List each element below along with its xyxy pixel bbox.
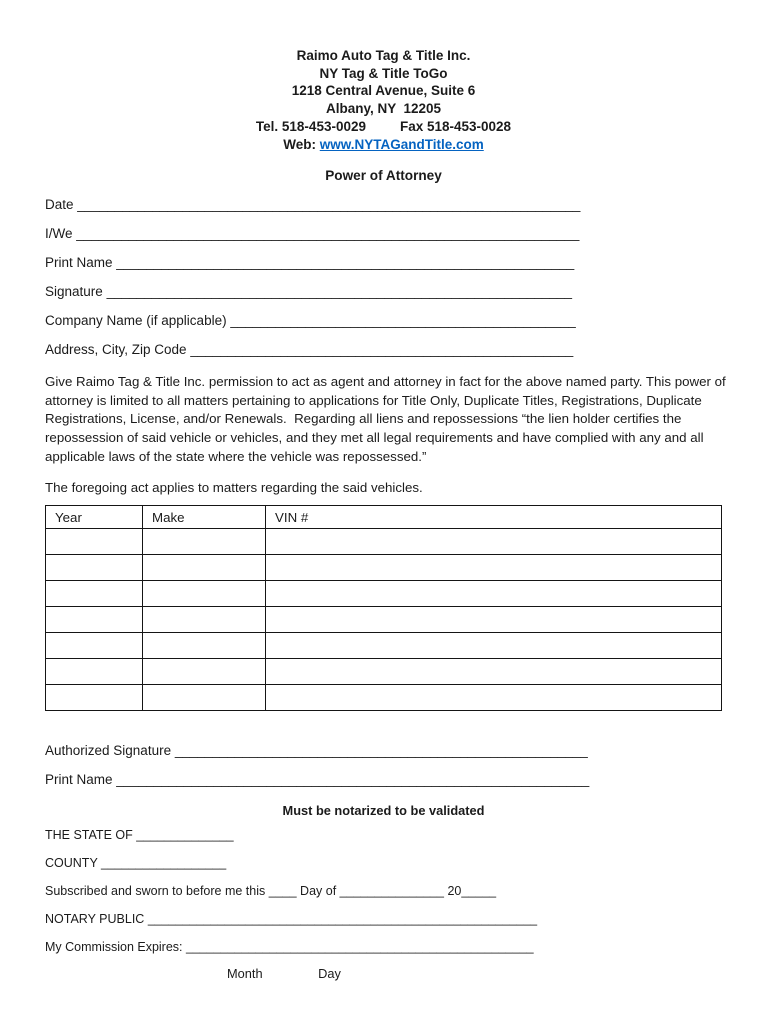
sworn-text: Subscribed and sworn to before me this: [45, 884, 266, 899]
notary-public-label: NOTARY PUBLIC: [45, 912, 145, 927]
vehicle-table-cell[interactable]: [46, 529, 143, 555]
company-name-label: Company Name (if applicable): [45, 313, 227, 329]
commission-expires-blank-line[interactable]: __________________________________________________: [186, 940, 534, 955]
print-name-field: [45, 248, 722, 277]
notary-section: [45, 821, 722, 981]
company-name: Raimo Auto Tag & Title Inc.: [296, 48, 471, 63]
sworn-month-blank[interactable]: _______________: [339, 884, 444, 899]
day-caption: Day: [318, 966, 341, 982]
county-label: COUNTY: [45, 856, 98, 871]
address-label: Address, City, Zip Code: [45, 342, 187, 358]
county-field: [45, 849, 722, 877]
iwe-field: [45, 219, 722, 248]
state-of-field: [45, 821, 722, 849]
notarize-notice: Must be notarized to be validated: [282, 803, 485, 819]
sworn-day-of-text: Day of: [300, 884, 337, 899]
letterhead: [45, 47, 722, 153]
website-link[interactable]: www.NYTAGandTitle.com: [319, 136, 484, 152]
address-blank-line[interactable]: ___________________________________________________: [190, 342, 574, 358]
web-line: [45, 136, 722, 154]
vehicle-table-cell[interactable]: [46, 659, 143, 685]
vehicle-table-cell[interactable]: [46, 581, 143, 607]
vehicle-table-row: [46, 607, 722, 633]
vehicle-table-cell[interactable]: [143, 633, 266, 659]
permission-paragraph: Give Raimo Tag & Title Inc. permission to act as agent and attorney in fact for the above named party. This power of attorney is limited to all matters pertaining to applications for Title Only, Duplicate Titles, Registrations, Duplicate Registrations, License, and/or Renewals. Regarding all liens and repossessions “the lien holder certifies the repossession of said vehicle or vehicles, and they met all legal requirements and have complied with any and all applicable laws of the state where the vehicle was repossessed.”: [45, 374, 730, 464]
commission-expires-field: [45, 933, 722, 961]
vehicle-table-body: [46, 529, 722, 711]
iwe-blank-line[interactable]: ___________________________________________________________________: [76, 226, 580, 242]
iwe-label: I/We: [45, 226, 73, 242]
month-day-caption-row: [45, 966, 722, 981]
authorized-signature-label: Authorized Signature: [45, 743, 172, 759]
sworn-statement-line: [45, 877, 722, 905]
city-state-zip: Albany, NY 12205: [325, 101, 442, 117]
vehicle-table-cell[interactable]: [266, 685, 722, 711]
vehicle-table-row: [46, 633, 722, 659]
authorized-print-name-blank-line[interactable]: _______________________________________________________________: [116, 772, 590, 788]
vehicle-table-cell[interactable]: [143, 607, 266, 633]
commission-expires-label: My Commission Expires:: [45, 940, 183, 955]
vehicle-table-cell[interactable]: [143, 529, 266, 555]
tel-fax-line: [45, 118, 722, 136]
state-of-blank-line[interactable]: ______________: [136, 828, 234, 843]
authorization-section: [45, 736, 722, 818]
make-column-header: Make: [143, 506, 266, 529]
state-of-label: THE STATE OF: [45, 828, 133, 843]
vehicle-table-row: [46, 529, 722, 555]
sworn-year-blank[interactable]: _____: [461, 884, 497, 899]
sworn-year-prefix: 20: [447, 884, 462, 899]
vehicle-table-cell[interactable]: [266, 659, 722, 685]
fax-number: Fax 518-453-0028: [399, 118, 512, 134]
vehicle-table-row: [46, 685, 722, 711]
vehicle-table-cell[interactable]: [266, 581, 722, 607]
authorized-print-name-field: [45, 765, 722, 794]
vehicle-table-row: [46, 659, 722, 685]
sworn-day-blank[interactable]: ____: [268, 884, 297, 899]
notary-public-field: [45, 905, 722, 933]
authorized-print-name-label: Print Name: [45, 772, 113, 788]
date-field: [45, 190, 722, 219]
page-title: Power of Attorney: [325, 168, 442, 184]
vehicle-table-cell[interactable]: [46, 555, 143, 581]
notary-public-blank-line[interactable]: ________________________________________________________: [147, 912, 538, 927]
print-name-label: Print Name: [45, 255, 113, 271]
vehicle-table-cell[interactable]: [266, 529, 722, 555]
vehicles-note: The foregoing act applies to matters regarding the said vehicles.: [45, 480, 423, 496]
company-name-field: [45, 306, 722, 335]
county-blank-line[interactable]: __________________: [101, 856, 227, 871]
vehicle-table-cell[interactable]: [266, 555, 722, 581]
vehicle-table-row: [46, 555, 722, 581]
vehicle-table-cell[interactable]: [143, 581, 266, 607]
vehicle-table-cell[interactable]: [143, 685, 266, 711]
vehicle-table-cell[interactable]: [266, 607, 722, 633]
address-field: [45, 335, 722, 364]
vehicle-table-cell[interactable]: [143, 659, 266, 685]
vin-column-header: VIN #: [266, 506, 722, 529]
authorized-signature-field: [45, 736, 722, 765]
vehicle-table-cell[interactable]: [46, 685, 143, 711]
vehicle-table-row: [46, 581, 722, 607]
signature-blank-line[interactable]: ______________________________________________________________: [106, 284, 573, 300]
date-blank-line[interactable]: ___________________________________________________________________: [77, 197, 581, 213]
signature-field: [45, 277, 722, 306]
telephone-number: Tel. 518-453-0029: [255, 118, 366, 134]
print-name-blank-line[interactable]: _____________________________________________________________: [116, 255, 575, 271]
vehicle-table-cell[interactable]: [46, 607, 143, 633]
vehicle-table: [45, 505, 722, 711]
authorized-signature-blank-line[interactable]: _______________________________________________________: [174, 743, 588, 759]
brand-line: NY Tag & Title ToGo: [319, 65, 448, 81]
vehicle-table-cell[interactable]: [143, 555, 266, 581]
vehicle-table-cell[interactable]: [46, 633, 143, 659]
year-column-header: Year: [46, 506, 143, 529]
company-name-blank-line[interactable]: ______________________________________________: [230, 313, 576, 329]
street-address: 1218 Central Avenue, Suite 6: [291, 83, 476, 99]
vehicle-table-cell[interactable]: [266, 633, 722, 659]
web-label: Web:: [283, 136, 320, 152]
date-label: Date: [45, 197, 74, 213]
party-fields: [45, 190, 722, 364]
vehicle-table-header-row: [46, 506, 722, 529]
signature-label: Signature: [45, 284, 103, 300]
month-caption: Month: [227, 966, 263, 982]
